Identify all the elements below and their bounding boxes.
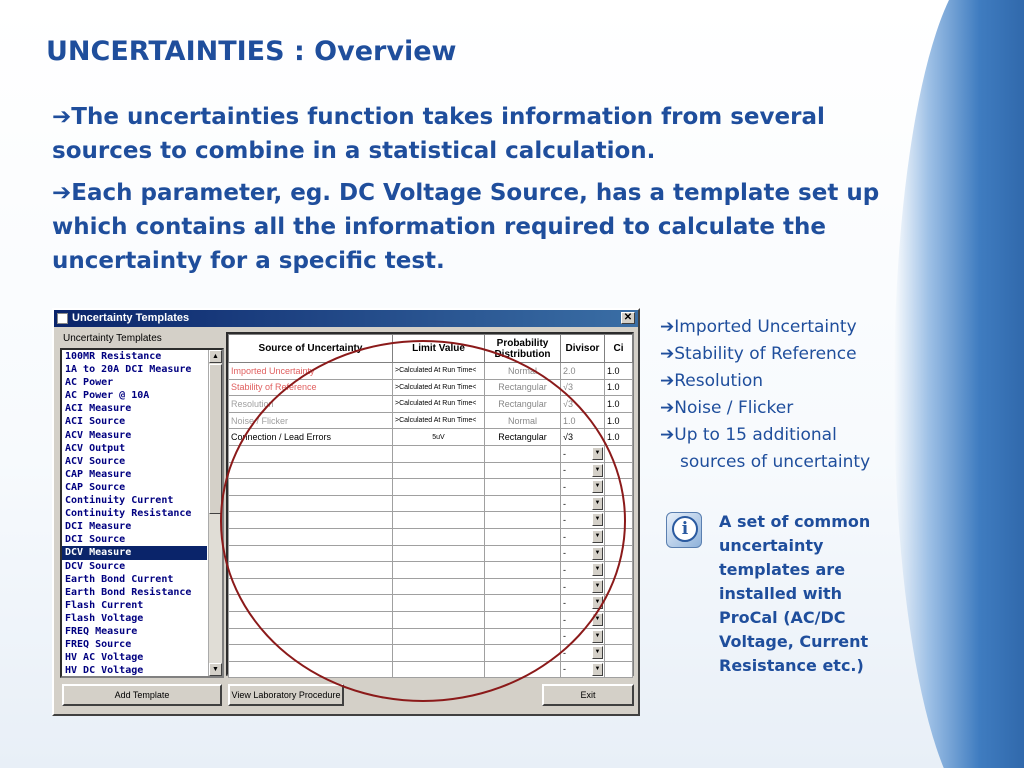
grid-row[interactable]: [229, 479, 633, 496]
cell-distribution[interactable]: Rectangular: [485, 396, 561, 413]
empty-cell[interactable]: [485, 628, 561, 645]
templates-note: A set of common uncertainty templates are installed with ProCal (AC/DC Voltage, Current Resistance etc.): [719, 512, 871, 675]
cell-divisor[interactable]: [561, 611, 605, 628]
template-list-item[interactable]: DCI Measure: [65, 521, 132, 533]
empty-cell[interactable]: [229, 611, 393, 628]
template-list-item[interactable]: 1A to 20A DCI Measure: [65, 364, 192, 376]
empty-cell[interactable]: [605, 545, 633, 562]
empty-cell[interactable]: [393, 562, 485, 579]
template-list-item[interactable]: ACV Source: [65, 455, 126, 467]
empty-cell[interactable]: [485, 562, 561, 579]
divisor-value: -: [563, 564, 566, 575]
cell-limit[interactable]: >Calculated At Run Time<: [393, 363, 485, 380]
empty-cell[interactable]: [229, 495, 393, 512]
dropdown-arrow-icon[interactable]: ▼: [592, 580, 603, 593]
dropdown-arrow-icon[interactable]: ▼: [592, 663, 603, 676]
side-bullet: ➔Stability of Reference: [660, 344, 857, 364]
side-bullet: ➔Imported Uncertainty: [660, 317, 857, 337]
empty-cell[interactable]: [393, 595, 485, 612]
empty-cell[interactable]: [485, 661, 561, 678]
cell-ci[interactable]: 1.0: [605, 363, 633, 380]
template-list-item[interactable]: CAP Source: [65, 481, 126, 493]
template-list-item[interactable]: Flash Voltage: [65, 612, 144, 624]
grid-row[interactable]: [229, 445, 633, 462]
dropdown-arrow-icon[interactable]: ▼: [592, 447, 603, 460]
side-bullet: ➔Noise / Flicker: [660, 398, 794, 418]
divisor-value: -: [563, 598, 566, 609]
divisor-value: -: [563, 498, 566, 509]
cell-source[interactable]: Noise / Flicker: [229, 412, 393, 429]
main-bullet: ➔Each parameter, eg. DC Voltage Source, has a template set up which contains all the information required to calculate the uncertainty for a specific test.: [52, 180, 880, 274]
grid-row[interactable]: [229, 645, 633, 662]
empty-cell[interactable]: [393, 462, 485, 479]
dropdown-arrow-icon[interactable]: ▼: [592, 563, 603, 576]
cell-ci[interactable]: 1.0: [605, 412, 633, 429]
empty-cell[interactable]: [485, 445, 561, 462]
arrow-icon: ➔: [52, 180, 72, 206]
template-list-item[interactable]: DCV Source: [65, 560, 126, 572]
window-icon: [57, 313, 68, 324]
side-bullet-continuation: sources of uncertainty: [680, 452, 871, 472]
grid-row[interactable]: [229, 611, 633, 628]
cell-source[interactable]: Imported Uncertainty: [229, 363, 393, 380]
window-title: Uncertainty Templates: [72, 312, 190, 324]
uncertainty-templates-window: [52, 308, 640, 716]
arrow-icon: ➔: [660, 371, 675, 391]
empty-cell[interactable]: [605, 445, 633, 462]
divisor-value: -: [563, 581, 566, 592]
arrow-icon: ➔: [52, 104, 72, 130]
dropdown-arrow-icon[interactable]: ▼: [592, 613, 603, 626]
empty-cell[interactable]: [605, 661, 633, 678]
grid-row[interactable]: [229, 396, 633, 413]
divisor-value: -: [563, 465, 566, 476]
template-list[interactable]: [60, 348, 224, 678]
uncertainty-grid: [226, 332, 634, 676]
scroll-down-icon[interactable]: ▼: [209, 663, 222, 676]
empty-cell[interactable]: [229, 462, 393, 479]
empty-cell[interactable]: [393, 528, 485, 545]
empty-cell[interactable]: [229, 445, 393, 462]
main-bullets: [52, 100, 932, 286]
empty-cell[interactable]: [393, 661, 485, 678]
divisor-value: -: [563, 481, 566, 492]
close-button[interactable]: ✕: [621, 312, 635, 324]
cell-distribution[interactable]: Rectangular: [485, 429, 561, 446]
grid-row[interactable]: [229, 379, 633, 396]
cell-divisor[interactable]: [561, 645, 605, 662]
scroll-up-icon[interactable]: ▲: [209, 350, 222, 363]
side-bullet: ➔Resolution: [660, 371, 764, 391]
template-list-item[interactable]: CAP Measure: [65, 468, 132, 480]
template-list-item[interactable]: 100MR Resistance: [65, 351, 162, 362]
template-list-item[interactable]: ACV Measure: [65, 429, 132, 441]
col-source: Source of Uncertainty: [229, 335, 393, 363]
cell-divisor[interactable]: [561, 578, 605, 595]
empty-cell[interactable]: [605, 512, 633, 529]
cell-divisor[interactable]: [561, 512, 605, 529]
divisor-value: -: [563, 631, 566, 642]
scroll-thumb[interactable]: [209, 364, 222, 514]
view-laboratory-procedure-button[interactable]: View Laboratory Procedure: [228, 684, 344, 706]
divisor-value: -: [563, 531, 566, 542]
col-divisor: Divisor: [561, 335, 605, 363]
cell-ci[interactable]: 1.0: [605, 429, 633, 446]
cell-divisor[interactable]: √3: [561, 379, 605, 396]
arrow-icon: ➔: [660, 344, 675, 364]
divisor-value: -: [563, 614, 566, 625]
cell-divisor[interactable]: [561, 595, 605, 612]
dropdown-arrow-icon[interactable]: ▼: [592, 497, 603, 510]
empty-cell[interactable]: [485, 578, 561, 595]
template-list-item[interactable]: Flash Current: [65, 599, 144, 611]
empty-cell[interactable]: [485, 645, 561, 662]
empty-cell[interactable]: [605, 645, 633, 662]
info-icon: i: [666, 512, 702, 548]
cell-ci[interactable]: 1.0: [605, 379, 633, 396]
cell-distribution[interactable]: Rectangular: [485, 379, 561, 396]
grid-row[interactable]: [229, 578, 633, 595]
cell-source[interactable]: Stability of Reference: [229, 379, 393, 396]
template-list-panel: [60, 332, 224, 676]
empty-cell[interactable]: [229, 661, 393, 678]
arrow-icon: ➔: [660, 398, 675, 418]
empty-cell[interactable]: [393, 645, 485, 662]
cell-divisor[interactable]: [561, 562, 605, 579]
empty-cell[interactable]: [393, 628, 485, 645]
template-list-item[interactable]: ACI Source: [65, 416, 126, 428]
template-list-item[interactable]: Continuity Resistance: [65, 508, 192, 520]
divisor-value: -: [563, 515, 566, 526]
empty-cell[interactable]: [229, 512, 393, 529]
cell-ci[interactable]: 1.0: [605, 396, 633, 413]
template-list-item[interactable]: ACV Output: [65, 442, 126, 454]
template-list-item[interactable]: HV AC Voltage: [65, 652, 144, 664]
list-scrollbar[interactable]: [208, 350, 222, 676]
empty-cell[interactable]: [229, 628, 393, 645]
cell-limit[interactable]: >Calculated At Run Time<: [393, 379, 485, 396]
window-titlebar: [54, 310, 638, 327]
slide-title: UNCERTAINTIES : Overview: [46, 36, 457, 67]
template-list-item[interactable]: Continuity Current: [65, 495, 174, 507]
empty-cell[interactable]: [485, 528, 561, 545]
dropdown-arrow-icon[interactable]: ▼: [592, 547, 603, 560]
template-list-item[interactable]: AC Power @ 10A: [65, 390, 150, 402]
empty-cell[interactable]: [605, 528, 633, 545]
cell-divisor[interactable]: [561, 495, 605, 512]
arrow-icon: ➔: [660, 317, 675, 337]
cell-divisor[interactable]: [561, 628, 605, 645]
template-list-item[interactable]: HV DC Voltage: [65, 665, 144, 677]
empty-cell[interactable]: [605, 595, 633, 612]
dropdown-arrow-icon[interactable]: ▼: [592, 480, 603, 493]
empty-cell[interactable]: [393, 495, 485, 512]
empty-cell[interactable]: [605, 578, 633, 595]
empty-cell[interactable]: [393, 512, 485, 529]
empty-cell[interactable]: [605, 611, 633, 628]
cell-source[interactable]: Connection / Lead Errors: [229, 429, 393, 446]
empty-cell[interactable]: [485, 611, 561, 628]
empty-cell[interactable]: [229, 578, 393, 595]
template-list-item[interactable]: Earth Bond Resistance: [65, 586, 192, 598]
cell-divisor[interactable]: [561, 528, 605, 545]
grid-row[interactable]: [229, 512, 633, 529]
grid-row[interactable]: [229, 363, 633, 380]
grid-row[interactable]: [229, 595, 633, 612]
empty-cell[interactable]: [485, 479, 561, 496]
dropdown-arrow-icon[interactable]: ▼: [592, 530, 603, 543]
grid-row[interactable]: [229, 495, 633, 512]
side-bullet: ➔Up to 15 additional: [660, 425, 837, 445]
dropdown-arrow-icon[interactable]: ▼: [592, 513, 603, 526]
arrow-icon: ➔: [660, 425, 675, 445]
grid-row[interactable]: [229, 462, 633, 479]
template-list-item[interactable]: ACI Measure: [65, 403, 132, 415]
side-bullets: [660, 314, 960, 476]
cell-divisor[interactable]: √3: [561, 396, 605, 413]
empty-cell[interactable]: [605, 495, 633, 512]
template-list-item[interactable]: Earth Bond Current: [65, 573, 174, 585]
col-ci: Ci: [605, 335, 633, 363]
empty-cell[interactable]: [229, 479, 393, 496]
col-distribution: Probability Distribution: [485, 335, 561, 363]
template-list-label: Uncertainty Templates: [60, 332, 224, 346]
empty-cell[interactable]: [605, 462, 633, 479]
grid-row[interactable]: [229, 562, 633, 579]
empty-cell[interactable]: [485, 545, 561, 562]
grid-row[interactable]: [229, 429, 633, 446]
empty-cell[interactable]: [605, 479, 633, 496]
empty-cell[interactable]: [485, 595, 561, 612]
template-list-item[interactable]: DCI Source: [65, 534, 126, 546]
cell-distribution[interactable]: Normal: [485, 363, 561, 380]
cell-limit[interactable]: 5uV: [393, 429, 485, 446]
empty-cell[interactable]: [605, 628, 633, 645]
cell-limit[interactable]: >Calculated At Run Time<: [393, 412, 485, 429]
empty-cell[interactable]: [485, 462, 561, 479]
grid-row[interactable]: [229, 661, 633, 678]
grid-row[interactable]: [229, 545, 633, 562]
empty-cell[interactable]: [393, 611, 485, 628]
cell-divisor[interactable]: [561, 445, 605, 462]
template-list-item[interactable]: FREQ Source: [65, 639, 132, 651]
empty-cell[interactable]: [605, 562, 633, 579]
empty-cell[interactable]: [485, 512, 561, 529]
template-list-item[interactable]: FREQ Measure: [65, 625, 138, 637]
empty-cell[interactable]: [393, 578, 485, 595]
grid-row[interactable]: [229, 528, 633, 545]
empty-cell[interactable]: [485, 495, 561, 512]
cell-limit[interactable]: >Calculated At Run Time<: [393, 396, 485, 413]
dropdown-arrow-icon[interactable]: ▼: [592, 464, 603, 477]
exit-button[interactable]: Exit: [542, 684, 634, 706]
empty-cell[interactable]: [229, 645, 393, 662]
col-limit: Limit Value: [393, 335, 485, 363]
empty-cell[interactable]: [229, 545, 393, 562]
empty-cell[interactable]: [393, 545, 485, 562]
empty-cell[interactable]: [393, 445, 485, 462]
dropdown-arrow-icon[interactable]: ▼: [592, 630, 603, 643]
cell-divisor[interactable]: √3: [561, 429, 605, 446]
add-template-button[interactable]: Add Template: [62, 684, 222, 706]
cell-divisor[interactable]: 2.0: [561, 363, 605, 380]
cell-source[interactable]: Resolution: [229, 396, 393, 413]
dropdown-arrow-icon[interactable]: ▼: [592, 646, 603, 659]
divisor-value: -: [563, 647, 566, 658]
dropdown-arrow-icon[interactable]: ▼: [592, 596, 603, 609]
grid-row[interactable]: [229, 628, 633, 645]
cell-divisor[interactable]: [561, 545, 605, 562]
template-list-item[interactable]: AC Power: [65, 377, 114, 389]
divisor-value: -: [563, 548, 566, 559]
cell-divisor[interactable]: [561, 479, 605, 496]
empty-cell[interactable]: [229, 595, 393, 612]
template-list-item[interactable]: DCV Measure: [62, 546, 207, 559]
cell-divisor[interactable]: 1.0: [561, 412, 605, 429]
empty-cell[interactable]: [229, 562, 393, 579]
cell-divisor[interactable]: [561, 462, 605, 479]
empty-cell[interactable]: [393, 479, 485, 496]
grid-row[interactable]: [229, 412, 633, 429]
divisor-value: -: [563, 448, 566, 459]
cell-distribution[interactable]: Normal: [485, 412, 561, 429]
cell-divisor[interactable]: [561, 661, 605, 678]
main-bullet: ➔The uncertainties function takes information from several sources to combine in a statistical calculation.: [52, 104, 825, 164]
empty-cell[interactable]: [229, 528, 393, 545]
divisor-value: -: [563, 664, 566, 675]
